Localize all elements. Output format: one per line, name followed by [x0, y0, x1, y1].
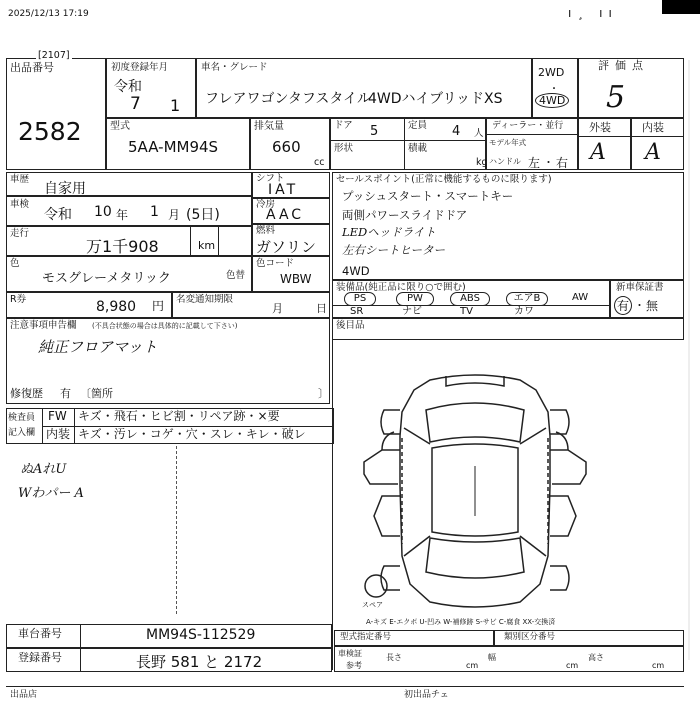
- plate-label: 登録番号: [18, 651, 62, 664]
- model-year-label: モデル年式: [489, 138, 527, 147]
- divider: [80, 624, 81, 672]
- corner-block: [662, 0, 700, 14]
- equip-sr: SR: [350, 306, 364, 317]
- fuel-value: ガソリン: [256, 238, 317, 256]
- displacement-value: 660: [272, 138, 301, 156]
- color-label: 色: [10, 258, 20, 269]
- model-value: 5AA-MM94S: [128, 138, 219, 156]
- color-code-label: 色コード: [256, 258, 295, 269]
- rear-seat-label: 後目品: [336, 320, 365, 331]
- car-name: フレアワゴンタフスタイル: [205, 91, 372, 107]
- bottom-right-text: 初出品チェ: [404, 690, 449, 700]
- lot-box: [6, 58, 106, 170]
- divider: [404, 118, 405, 170]
- warranty-no: 無: [646, 299, 659, 313]
- sales-item: プッシュスタート・スマートキー: [342, 189, 514, 203]
- sales-item: 左右シートヒーター: [342, 243, 446, 257]
- door-value: 5: [370, 124, 379, 139]
- mileage-unit: km: [198, 239, 216, 252]
- capacity-value: 4: [452, 124, 461, 139]
- warranty-yes-circled: 有: [614, 296, 632, 315]
- shaken-year-unit: 年: [116, 208, 129, 222]
- bottom-left-label: 出品店: [10, 690, 38, 700]
- shaken-year: 10: [94, 204, 112, 220]
- dims-height: 高さ: [588, 653, 604, 662]
- car-grade: 4WDハイブリッドXS: [368, 91, 503, 107]
- recycle-label: R券: [10, 294, 27, 305]
- equip-label: 装備品(純正品に限り○で囲む): [336, 282, 466, 293]
- repair-bracket: 〔箇所: [80, 387, 113, 400]
- door-label: ドア: [334, 120, 353, 131]
- equip-ps: PS: [344, 292, 376, 306]
- divider: [330, 140, 486, 141]
- recycle-value: 8,980: [96, 299, 137, 315]
- recycle-box: [6, 292, 172, 318]
- notice-day: 日: [316, 302, 327, 315]
- top-right-marks: ı¸ ıı: [568, 6, 618, 20]
- color-code-value: WBW: [280, 272, 312, 286]
- inspector-label1: 検査員: [8, 413, 36, 423]
- chassis-value: MM94S-112529: [146, 627, 256, 643]
- warranty-label: 新車保証書: [616, 282, 664, 293]
- capacity-unit: 人: [474, 128, 484, 139]
- model-label: 型式: [110, 121, 130, 132]
- chassis-label: 車台番号: [18, 627, 62, 640]
- rear-seat-box: [332, 318, 684, 340]
- load-unit: kg: [476, 157, 488, 168]
- shaken-era: 令和: [44, 207, 72, 223]
- dims-width-unit: cm: [566, 661, 579, 670]
- equip-navi: ナビ: [402, 306, 422, 317]
- dims-height-unit: cm: [652, 661, 665, 670]
- score-value: 5: [606, 80, 626, 115]
- first-reg-label: 初度登録年月: [111, 62, 169, 73]
- displacement-label: 排気量: [254, 121, 284, 132]
- hand-note-2: Wわパー A: [18, 486, 84, 501]
- inspector-row2-tag: 内装: [46, 427, 71, 441]
- notice-label: 名変通知期限: [176, 294, 234, 305]
- handle-sep: ・: [543, 156, 554, 169]
- divider: [74, 408, 75, 444]
- dealer-label: ディーラー・並行: [492, 121, 564, 131]
- divider: [42, 408, 43, 444]
- load-label: 積載: [408, 143, 428, 154]
- equip-aw: AW: [572, 292, 589, 303]
- divider: [486, 134, 578, 135]
- hand-note-1: ぬAれU: [20, 462, 67, 477]
- drive-4wd-circled: 4WD: [535, 93, 569, 108]
- equip-leather: カワ: [514, 306, 534, 317]
- interior-value: A: [645, 140, 661, 165]
- class-code-label: 類別区分番号: [504, 632, 556, 642]
- shaken-label: 車検: [10, 199, 30, 210]
- inspector-row1: キズ・飛石・ヒビ割・リペア跡・×要: [78, 409, 280, 423]
- drive-dot: ・: [549, 84, 559, 95]
- shape-label: 形状: [334, 143, 354, 154]
- caution-text: 純正フロアマット: [38, 338, 158, 356]
- mileage-label: 走行: [10, 228, 30, 239]
- capacity-label: 定員: [408, 120, 428, 131]
- sales-item: LEDヘッドライト: [342, 225, 436, 239]
- handle-right: 右: [556, 156, 569, 170]
- shaken-month-unit: 月: [168, 208, 181, 222]
- inspector-row1-tag: FW: [48, 409, 67, 423]
- color-value: モスグレーメタリック: [42, 271, 171, 286]
- damage-legend: A-キズ E-エクボ U-凹み W-補修跡 S-サビ C-腐食 XX-交換済: [366, 618, 556, 626]
- dims-width: 幅: [488, 653, 496, 662]
- first-reg-era: 令和: [114, 79, 142, 95]
- divider: [218, 226, 219, 256]
- sales-item: 両側パワースライドドア: [342, 208, 468, 222]
- divider: [190, 226, 191, 256]
- displacement-unit: cc: [314, 157, 325, 168]
- equip-pw: PW: [396, 292, 434, 306]
- divider: [332, 340, 333, 670]
- lot-number: 2582: [18, 117, 82, 146]
- inspector-label2: 記入欄: [8, 428, 36, 438]
- plate-value: 長野 581 と 2172: [136, 653, 263, 671]
- notes-column-line: [176, 446, 177, 614]
- first-reg-month: 1: [170, 96, 181, 115]
- history-box: [6, 172, 252, 196]
- dims-label2: 参考: [346, 661, 362, 670]
- model-desig-label: 型式指定番号: [340, 632, 392, 642]
- dims-label1: 車検証: [338, 649, 362, 658]
- scan-edge: [688, 60, 690, 660]
- dims-length: 長さ: [386, 653, 402, 662]
- timestamp: 2025/12/13 17:19: [8, 9, 89, 19]
- shift-value: IAT: [268, 182, 299, 198]
- history-label: 車歴: [10, 174, 30, 185]
- car-condition-diagram: [360, 366, 590, 626]
- aircon-label: 冷房: [256, 199, 276, 210]
- sales-label: セールスポイント(正常に機能するものに限ります): [336, 174, 552, 185]
- exterior-label: 外装: [589, 121, 611, 134]
- aircon-value: AAC: [266, 207, 305, 223]
- ref-number: [2107]: [38, 50, 70, 61]
- equip-tv: TV: [460, 306, 473, 317]
- dims-length-unit: cm: [466, 661, 479, 670]
- exterior-value: A: [590, 140, 606, 165]
- warranty-sep: ・: [634, 299, 645, 312]
- shaken-month: 1: [150, 204, 159, 220]
- inspector-row2: キズ・汚レ・コゲ・穴・スレ・キレ・破レ: [78, 427, 306, 441]
- fuel-label: 燃料: [256, 225, 276, 236]
- interior-label: 内装: [642, 121, 664, 134]
- equip-airbag: エアB: [506, 292, 548, 306]
- handle-left: 左: [528, 156, 541, 170]
- repair-label: 修復歴: [10, 387, 43, 400]
- equip-abs: ABS: [450, 292, 490, 306]
- shaken-day: (5日): [186, 207, 220, 223]
- sales-item: 4WD: [342, 264, 370, 278]
- caution-label: 注意事項申告欄: [10, 320, 77, 331]
- recycle-unit: 円: [152, 299, 165, 313]
- lot-label: 出品番号: [10, 61, 54, 74]
- score-label: 評価点: [598, 59, 649, 72]
- first-reg-year: 7: [130, 94, 141, 114]
- bottom-rule: [6, 686, 684, 687]
- shift-label: シフト: [256, 173, 285, 184]
- drive-2wd: 2WD: [538, 66, 565, 79]
- mileage-value: 万1千908: [86, 237, 159, 256]
- color-sub-label: 色替: [226, 270, 246, 281]
- divider: [578, 136, 684, 137]
- handle-label: ハンドル: [489, 157, 521, 166]
- notice-month: 月: [272, 302, 283, 315]
- repair-value: 有: [60, 387, 71, 400]
- caution-sub: (不具合状態の場合は具体的に記載して下さい): [92, 322, 238, 330]
- spare-label: スペア: [362, 601, 383, 609]
- history-value: 自家用: [44, 181, 86, 197]
- repair-close: 〕: [318, 387, 329, 400]
- car-name-label: 車名・グレード: [201, 62, 268, 73]
